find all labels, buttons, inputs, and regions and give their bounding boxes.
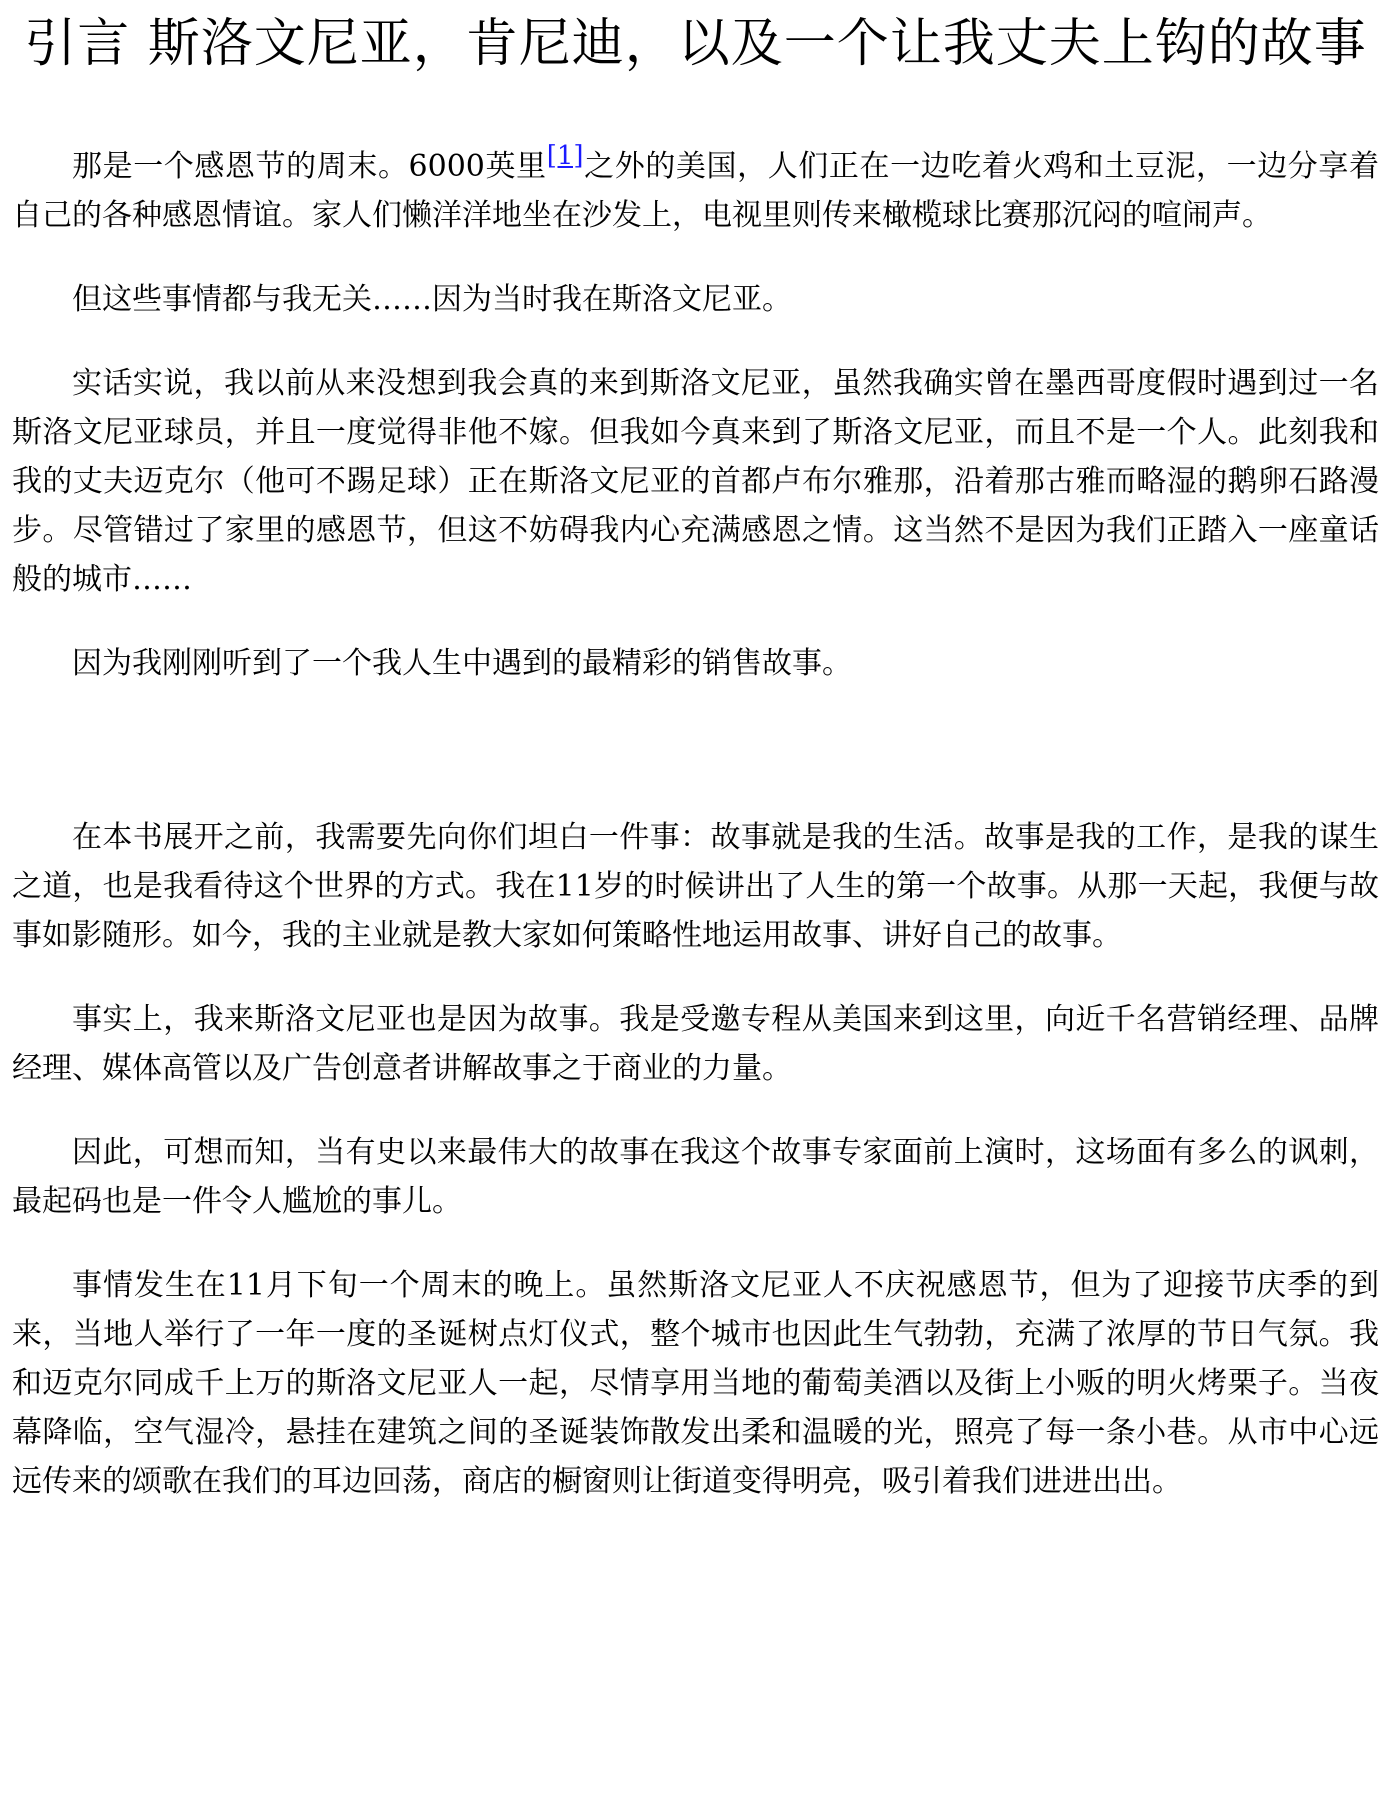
paragraph-1-text-start: 那是一个感恩节的周末。6000英里 (72, 149, 547, 184)
chapter-body (12, 142, 1379, 1506)
paragraph-4: 因为我刚刚听到了一个我人生中遇到的最精彩的销售故事。 (72, 646, 852, 681)
footnote-link-1[interactable]: [1] (546, 141, 584, 171)
paragraph-5: 在本书展开之前，我需要先向你们坦白一件事：故事就是我的生活。故事是我的工作，是我的谋生之道，也是我看待这个世界的方式。我在11岁的时候讲出了人生的第一个故事。从那一天起，我便与故事如影随形。如今，我的主业就是教大家如何策略性地运用故事、讲好自己的故事。 (12, 820, 1379, 953)
paragraph-1 (12, 142, 1379, 240)
paragraph-1-text-end: 之外的美国，人们正在一边吃着火鸡和土豆泥，一边分享着自己的各种感恩情谊。家人们懒洋洋地坐在沙发上，电视里则传来橄榄球比赛那沉闷的喧闹声。 (12, 149, 1379, 233)
paragraph-8: 事情发生在11月下旬一个周末的晚上。虽然斯洛文尼亚人不庆祝感恩节，但为了迎接节庆季的到来，当地人举行了一年一度的圣诞树点灯仪式，整个城市也因此生气勃勃，充满了浓厚的节日气氛。我和迈克尔同成千上万的斯洛文尼亚人一起，尽情享用当地的葡萄美酒以及街上小贩的明火烤栗子。当夜幕降临，空气湿冷，悬挂在建筑之间的圣诞装饰散发出柔和温暖的光，照亮了每一条小巷。从市中心远远传来的颂歌在我们的耳边回荡，商店的橱窗则让街道变得明亮，吸引着我们进进出出。 (12, 1268, 1379, 1499)
chapter-title: 引言 斯洛文尼亚，肯尼迪，以及一个让我丈夫上钩的故事 (24, 14, 1367, 74)
paragraph-3: 实话实说，我以前从来没想到我会真的来到斯洛文尼亚，虽然我确实曾在墨西哥度假时遇到过一名斯洛文尼亚球员，并且一度觉得非他不嫁。但我如今真来到了斯洛文尼亚，而且不是一个人。此刻我和我的丈夫迈克尔（他可不踢足球）正在斯洛文尼亚的首都卢布尔雅那，沿着那古雅而略湿的鹅卵石路漫步。尽管错过了家里的感恩节，但这不妨碍我内心充满感恩之情。这当然不是因为我们正踏入一座童话般的城市…… (12, 366, 1379, 597)
document-page (12, 12, 1379, 1541)
paragraph-6: 事实上，我来斯洛文尼亚也是因为故事。我是受邀专程从美国来到这里，向近千名营销经理、品牌经理、媒体高管以及广告创意者讲解故事之于商业的力量。 (12, 1002, 1379, 1086)
paragraph-2: 但这些事情都与我无关……因为当时我在斯洛文尼亚。 (72, 282, 792, 317)
paragraph-7: 因此，可想而知，当有史以来最伟大的故事在我这个故事专家面前上演时，这场面有多么的讽刺，最起码也是一件令人尴尬的事儿。 (12, 1135, 1379, 1219)
